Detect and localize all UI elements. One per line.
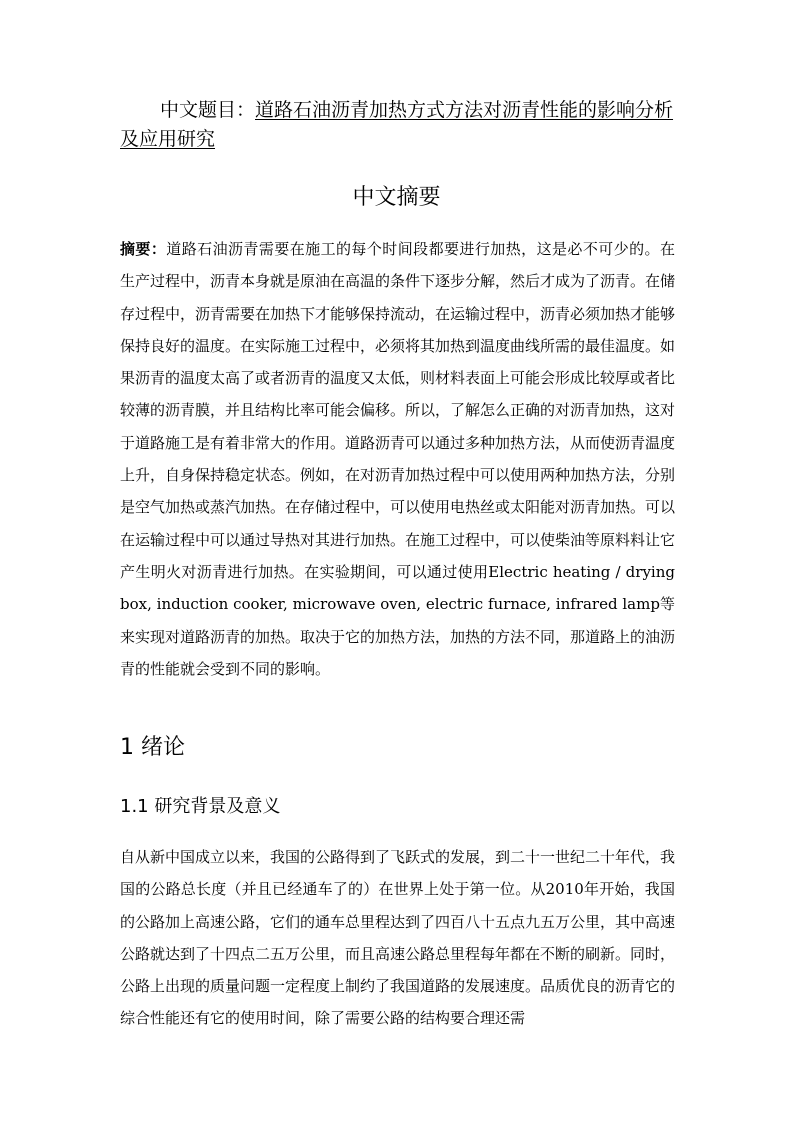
title-label: 中文题目： [160,99,256,121]
abstract-paragraph [120,233,675,685]
title-value: 道路石油沥青加热方式方法对沥青性能的影响分析及应用研究 [120,99,674,150]
abstract-heading: 中文摘要 [352,185,441,210]
abstract-text: 道路石油沥青需要在施工的每个时间段都要进行加热，这是必不可少的。在生产过程中，沥青本身就是原油在高温的条件下逐步分解，然后才成为了沥青。在储存过程中，沥青需要在加热下才能够保持流动，在运输过程中，沥青必须加热才能够保持良好的温度。在实际施工过程中，必须将其加热到温度曲线所需的最佳温度。如果沥青的温度太高了或者沥青的温度又太低，则材料表面上可能会形成比较厚或者比较薄的沥青膜，并且结构比率可能会偏移。所以，了解怎么正确的对沥青加热，这对于道路施工是有着非常大的作用。道路沥青可以通过多种加热方法，从而使沥青温度上升，自身保持稳定状态。例如，在对沥青加热过程中可以使用两种加热方法，分别是空气加热或蒸汽加热。在存储过程中，可以使用电热丝或太阳能对沥青加热。可以在运输过程中可以通过导热对其进行加热。在施工过程中，可以使柴油等原料料让它产生明火对沥青进行加热。在实验期间，可以通过使用Electric heating / drying box, induction cooker, microwave oven, electric furnace, infrared lamp等来实现对道路沥青的加热。取决于它的加热方法，加热的方法不同，那道路上的油沥青的性能就会受到不同的影响。 [120,240,676,678]
chinese-title [120,96,680,154]
section-heading: 1 绪论 [120,735,185,760]
subsection-heading: 1.1 研究背景及意义 [120,796,281,817]
abstract-label: 摘要： [120,240,167,258]
body-paragraph: 自从新中国成立以来，我国的公路得到了飞跃式的发展，到二十一世纪二十年代，我国的公路总长度（并且已经通车了的）在世界上处于第一位。从2010年开始，我国的公路加上高速公路，它们的通车总里程达到了四百八十五点九五万公里，其中高速公路就达到了十四点二五万公里，而且高速公路总里程每年都在不断的刷新。同时，公路上出现的质量问题一定程度上制约了我国道路的发展速度。品质优良的沥青它的综合性能还有它的使用时间，除了需要公路的结构要合理还需 [120,848,676,1028]
